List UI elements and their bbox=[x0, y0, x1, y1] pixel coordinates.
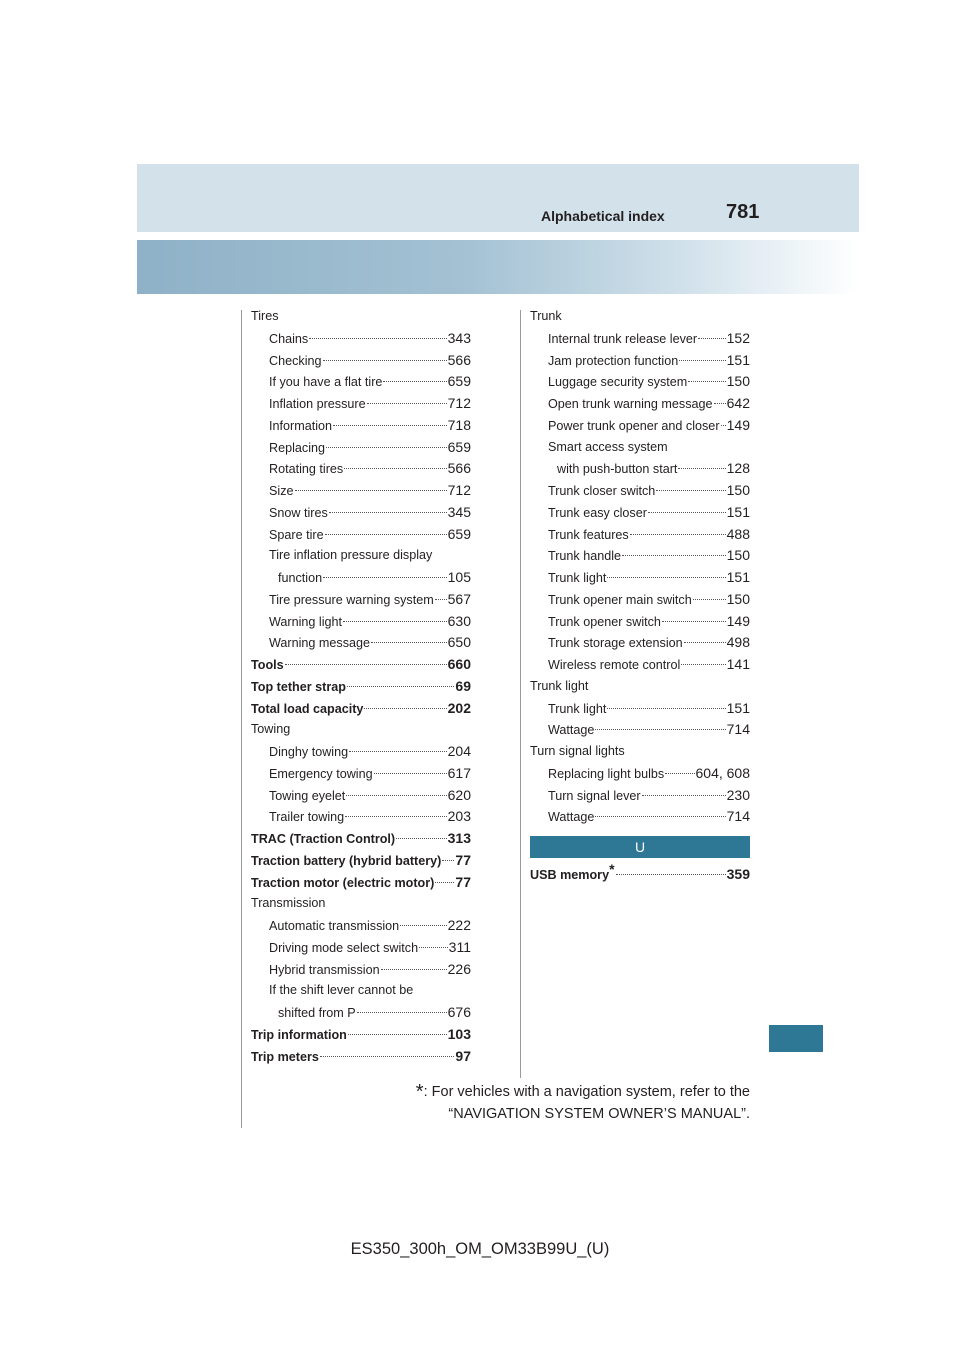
index-entry[interactable] bbox=[251, 850, 471, 872]
leader-dots bbox=[285, 664, 447, 665]
index-entry-label: Hybrid transmission bbox=[269, 962, 380, 977]
index-entry bbox=[530, 306, 750, 328]
leader-dots bbox=[325, 534, 447, 535]
index-entry[interactable] bbox=[530, 502, 750, 524]
index-entry-label: Emergency towing bbox=[269, 766, 373, 781]
index-entry-page: 151 bbox=[726, 351, 750, 368]
leader-dots bbox=[693, 599, 726, 600]
index-entry-label: Driving mode select switch bbox=[269, 940, 419, 955]
index-entry[interactable] bbox=[530, 415, 750, 437]
leader-dots bbox=[642, 795, 726, 796]
index-entry-page: 202 bbox=[447, 699, 471, 716]
index-entry[interactable] bbox=[530, 371, 750, 393]
index-entry[interactable] bbox=[251, 806, 471, 828]
index-entry-label: Dinghy towing bbox=[269, 745, 349, 759]
index-column-right bbox=[530, 306, 750, 886]
index-entry-page: 141 bbox=[726, 656, 750, 672]
index-entry[interactable] bbox=[251, 611, 471, 633]
index-entry-label: Trunk handle bbox=[548, 549, 622, 564]
leader-dots bbox=[345, 816, 447, 817]
middle-column-rule bbox=[520, 310, 521, 1078]
leader-dots bbox=[348, 1034, 447, 1035]
index-entry[interactable] bbox=[530, 632, 750, 654]
index-entry-page: 222 bbox=[447, 917, 471, 933]
page-number: 781 bbox=[726, 201, 760, 223]
index-entry[interactable] bbox=[530, 480, 750, 502]
index-entry[interactable] bbox=[530, 763, 750, 785]
index-entry-label: Wattage bbox=[548, 723, 595, 738]
index-entry[interactable] bbox=[530, 350, 750, 372]
leader-dots bbox=[681, 664, 725, 665]
index-entry-label: Towing eyelet bbox=[269, 788, 346, 803]
leader-dots bbox=[343, 621, 447, 622]
index-entry-label: Tools bbox=[251, 658, 284, 672]
index-entry-label: Tires bbox=[251, 309, 279, 323]
index-entry[interactable] bbox=[251, 502, 471, 524]
index-entry-page: 105 bbox=[447, 569, 471, 585]
index-entry-label: Traction battery (hybrid battery) bbox=[251, 853, 442, 868]
index-entry-label: Transmission bbox=[251, 896, 326, 911]
leader-dots bbox=[714, 403, 726, 404]
index-column-left bbox=[251, 306, 471, 1067]
index-entry-page: 566 bbox=[447, 460, 471, 477]
index-entry-label: If you have a flat tire bbox=[269, 375, 383, 390]
index-entry[interactable] bbox=[530, 545, 750, 567]
index-entry-label: Smart access system bbox=[548, 439, 668, 454]
index-entry[interactable] bbox=[530, 806, 750, 828]
index-entry-page: 151 bbox=[726, 699, 750, 716]
index-entry[interactable] bbox=[251, 872, 471, 894]
index-entry-label: with push-button start bbox=[557, 462, 678, 477]
leader-dots bbox=[364, 708, 446, 709]
index-entry-label: Turn signal lever bbox=[548, 788, 641, 803]
leader-dots bbox=[347, 686, 454, 687]
index-entry-label: Information bbox=[269, 418, 332, 433]
index-entry-page: 77 bbox=[455, 851, 471, 868]
index-entry-page: 359 bbox=[726, 866, 750, 882]
leader-dots bbox=[371, 642, 447, 643]
index-entry-page: 498 bbox=[726, 634, 750, 651]
leader-dots bbox=[595, 729, 725, 730]
index-entry bbox=[251, 719, 471, 741]
index-entry[interactable] bbox=[530, 458, 750, 480]
index-entry[interactable] bbox=[251, 654, 471, 676]
leader-dots bbox=[607, 708, 725, 709]
leader-dots bbox=[688, 381, 725, 382]
index-entry[interactable] bbox=[251, 1024, 471, 1046]
index-entry-page: 714 bbox=[726, 808, 750, 825]
index-entry-label: Inflation pressure bbox=[269, 397, 366, 411]
index-entry-page: 149 bbox=[726, 416, 750, 433]
index-entry-label: Internal trunk release lever bbox=[548, 331, 698, 346]
index-entry[interactable] bbox=[251, 741, 471, 763]
leader-dots bbox=[323, 577, 447, 578]
index-entry-page: 712 bbox=[447, 482, 471, 498]
index-entry-page: 712 bbox=[447, 395, 471, 411]
index-entry[interactable] bbox=[251, 915, 471, 937]
index-entry-page: 718 bbox=[447, 416, 471, 433]
index-entry[interactable] bbox=[251, 350, 471, 372]
index-entry bbox=[530, 741, 750, 763]
index-entry-page: 313 bbox=[447, 830, 471, 846]
index-entry bbox=[251, 545, 471, 567]
index-entry-label: Trunk closer switch bbox=[548, 484, 656, 498]
left-column-rule bbox=[241, 310, 242, 1128]
leader-dots bbox=[349, 751, 447, 752]
index-entry-label: Automatic transmission bbox=[269, 919, 400, 933]
index-entry-page: 488 bbox=[726, 525, 750, 542]
index-entry[interactable] bbox=[530, 589, 750, 611]
index-entry[interactable] bbox=[530, 860, 750, 886]
section-bar-u: U bbox=[530, 836, 750, 858]
leader-dots bbox=[684, 642, 726, 643]
index-entry-label: Wattage bbox=[548, 810, 595, 825]
index-entry[interactable] bbox=[251, 937, 471, 959]
index-entry-page: 150 bbox=[726, 373, 750, 390]
index-entry-label: Replacing bbox=[269, 440, 326, 455]
index-entry-page: 151 bbox=[726, 569, 750, 585]
footnote-star: * bbox=[415, 1081, 424, 1103]
index-entry[interactable] bbox=[251, 458, 471, 480]
index-entry[interactable] bbox=[251, 1002, 471, 1024]
header-title: Alphabetical index bbox=[541, 208, 665, 224]
index-entry-label: Snow tires bbox=[269, 505, 328, 520]
index-entry-page: 203 bbox=[447, 808, 471, 825]
index-entry-label: Trailer towing bbox=[269, 810, 345, 825]
leader-dots bbox=[383, 381, 446, 382]
index-entry[interactable] bbox=[251, 415, 471, 437]
leader-dots bbox=[665, 773, 694, 774]
index-entry-page: 604, 608 bbox=[695, 764, 750, 781]
index-entry-label: Trunk easy closer bbox=[548, 505, 647, 520]
index-entry-page: 226 bbox=[447, 960, 471, 977]
leader-dots bbox=[630, 534, 726, 535]
index-entry-label: Warning light bbox=[269, 614, 343, 629]
leader-dots bbox=[435, 599, 447, 600]
index-entry-page: 566 bbox=[447, 351, 471, 368]
index-entry-label: Trunk opener main switch bbox=[548, 592, 692, 607]
index-entry[interactable] bbox=[251, 589, 471, 611]
index-entry[interactable] bbox=[251, 632, 471, 654]
index-entry[interactable] bbox=[251, 785, 471, 807]
index-entry-label: Spare tire bbox=[269, 527, 324, 542]
leader-dots bbox=[662, 621, 726, 622]
index-entry[interactable] bbox=[530, 654, 750, 676]
footer-document-code: ES350_300h_OM_OM33B99U_(U) bbox=[350, 1240, 610, 1258]
index-entry-page: 620 bbox=[447, 786, 471, 803]
index-entry-page: 343 bbox=[447, 329, 471, 346]
index-entry-label: Tire inflation pressure display bbox=[269, 548, 433, 563]
index-entry-label: Replacing light bulbs bbox=[548, 766, 665, 781]
index-entry-page: 345 bbox=[447, 503, 471, 520]
index-entry bbox=[251, 893, 471, 915]
index-entry bbox=[251, 306, 471, 328]
leader-dots bbox=[435, 882, 454, 883]
leader-dots bbox=[648, 512, 726, 513]
index-entry-page: 714 bbox=[726, 721, 750, 738]
index-entry-page: 617 bbox=[447, 764, 471, 781]
index-entry[interactable] bbox=[251, 763, 471, 785]
leader-dots bbox=[396, 838, 447, 839]
index-entry-page: 150 bbox=[726, 590, 750, 607]
leader-dots bbox=[381, 969, 447, 970]
index-entry-label: TRAC (Traction Control) bbox=[251, 832, 396, 846]
index-entry-page: 151 bbox=[726, 503, 750, 520]
index-entry-page: 659 bbox=[447, 525, 471, 542]
leader-dots bbox=[357, 1012, 447, 1013]
leader-dots bbox=[374, 773, 447, 774]
leader-dots bbox=[329, 512, 447, 513]
index-entry-label: Wireless remote control bbox=[548, 658, 681, 672]
leader-dots bbox=[656, 490, 725, 491]
index-entry bbox=[530, 676, 750, 698]
leader-dots bbox=[400, 925, 446, 926]
index-entry[interactable] bbox=[530, 785, 750, 807]
index-entry[interactable] bbox=[530, 328, 750, 350]
index-entry bbox=[251, 980, 471, 1002]
footnote-marker: * bbox=[609, 860, 615, 877]
leader-dots bbox=[320, 1056, 455, 1057]
index-entry[interactable] bbox=[251, 828, 471, 850]
leader-dots bbox=[607, 577, 725, 578]
index-entry[interactable] bbox=[251, 393, 471, 415]
index-entry[interactable] bbox=[251, 959, 471, 981]
index-entry[interactable] bbox=[530, 719, 750, 741]
index-entry[interactable] bbox=[251, 328, 471, 350]
index-entry-label: Trunk storage extension bbox=[548, 636, 683, 651]
index-entry-page: 204 bbox=[447, 743, 471, 759]
index-entry-label: Trunk bbox=[530, 309, 562, 323]
index-entry[interactable] bbox=[251, 371, 471, 393]
index-entry-page: 311 bbox=[448, 938, 471, 955]
leader-dots bbox=[679, 360, 725, 361]
leader-dots bbox=[442, 860, 454, 861]
index-entry-page: 230 bbox=[726, 786, 750, 803]
index-entry-label: Checking bbox=[269, 353, 322, 368]
leader-dots bbox=[344, 468, 446, 469]
leader-dots bbox=[616, 874, 726, 875]
index-entry-label: Turn signal lights bbox=[530, 744, 625, 758]
index-entry-page: 69 bbox=[455, 677, 471, 694]
index-entry-label: Tire pressure warning system bbox=[269, 592, 434, 607]
index-entry[interactable] bbox=[251, 524, 471, 546]
index-entry-label: Chains bbox=[269, 331, 309, 346]
index-entries-right bbox=[530, 306, 750, 828]
leader-dots bbox=[367, 403, 447, 404]
index-entry bbox=[530, 437, 750, 459]
index-entry-page: 676 bbox=[447, 1004, 471, 1020]
index-entry-label: Luggage security system bbox=[548, 375, 688, 390]
leader-dots bbox=[295, 490, 447, 491]
index-entry-label: If the shift lever cannot be bbox=[269, 983, 414, 998]
index-entry-page: 152 bbox=[726, 329, 750, 346]
section-side-tab bbox=[769, 1025, 823, 1052]
index-entry-label: Trip information bbox=[251, 1027, 347, 1042]
index-entry[interactable] bbox=[530, 698, 750, 720]
index-entry-label: Traction motor (electric motor) bbox=[251, 875, 435, 890]
index-entry-page: 150 bbox=[726, 482, 750, 498]
index-entry-page: 659 bbox=[447, 373, 471, 390]
index-entry[interactable] bbox=[251, 567, 471, 589]
gradient-band bbox=[137, 240, 859, 294]
leader-dots bbox=[622, 555, 726, 556]
index-entry-page: 150 bbox=[726, 547, 750, 564]
index-entry[interactable] bbox=[251, 698, 471, 720]
index-entry[interactable] bbox=[530, 611, 750, 633]
leader-dots bbox=[678, 468, 725, 469]
index-entry-label: Power trunk opener and closer bbox=[548, 418, 720, 433]
index-entry-label: Trunk features bbox=[548, 527, 629, 542]
leader-dots bbox=[721, 425, 726, 426]
index-entry-label: Size bbox=[269, 484, 294, 498]
index-entry-page: 660 bbox=[447, 656, 471, 672]
index-entry-label: USB memory* bbox=[530, 860, 615, 882]
index-entry-page: 97 bbox=[455, 1047, 471, 1064]
index-entry[interactable] bbox=[530, 567, 750, 589]
index-entry-page: 659 bbox=[447, 438, 471, 455]
index-entry[interactable] bbox=[530, 393, 750, 415]
index-entry-label: Trunk light bbox=[548, 571, 607, 585]
index-entry-label: Top tether strap bbox=[251, 679, 346, 694]
index-entry[interactable] bbox=[251, 437, 471, 459]
index-entry-label: Rotating tires bbox=[269, 462, 344, 477]
index-entry-label: Towing bbox=[251, 722, 291, 737]
index-entry[interactable] bbox=[251, 676, 471, 698]
leader-dots bbox=[595, 816, 725, 817]
leader-dots bbox=[419, 947, 448, 948]
footnote-line-1: *: For vehicles with a navigation system, refer to the bbox=[415, 1081, 750, 1103]
index-entry[interactable] bbox=[251, 480, 471, 502]
index-entry-page: 642 bbox=[726, 395, 750, 411]
index-entry-page: 650 bbox=[447, 634, 471, 651]
footnote bbox=[380, 1081, 750, 1125]
index-entry-label: shifted from P bbox=[278, 1006, 356, 1020]
index-entry-page: 77 bbox=[455, 873, 471, 890]
index-entry-label: Warning message bbox=[269, 636, 371, 651]
index-entry-label: Trip meters bbox=[251, 1049, 319, 1064]
leader-dots bbox=[326, 447, 447, 448]
index-entry-label: Trunk opener switch bbox=[548, 614, 661, 629]
index-entry[interactable] bbox=[251, 1046, 471, 1068]
index-entry-page: 149 bbox=[726, 612, 750, 629]
index-entry-label: Trunk light bbox=[548, 701, 607, 716]
leader-dots bbox=[309, 338, 446, 339]
leader-dots bbox=[333, 425, 447, 426]
index-entry-label: Total load capacity bbox=[251, 701, 364, 716]
leader-dots bbox=[346, 795, 446, 796]
footnote-line-2: “NAVIGATION SYSTEM OWNER’S MANUAL”. bbox=[448, 1106, 750, 1122]
index-entry-page: 630 bbox=[447, 612, 471, 629]
index-entry-page: 103 bbox=[447, 1025, 471, 1042]
leader-dots bbox=[698, 338, 726, 339]
index-entry-label: function bbox=[278, 571, 323, 585]
leader-dots bbox=[323, 360, 447, 361]
index-entry-label: Jam protection function bbox=[548, 353, 679, 368]
index-entry-page: 128 bbox=[726, 460, 750, 477]
index-entry[interactable] bbox=[530, 524, 750, 546]
index-entry-page: 567 bbox=[447, 590, 471, 607]
index-entry-label: Trunk light bbox=[530, 678, 589, 693]
index-entry-label: Open trunk warning message bbox=[548, 397, 713, 411]
